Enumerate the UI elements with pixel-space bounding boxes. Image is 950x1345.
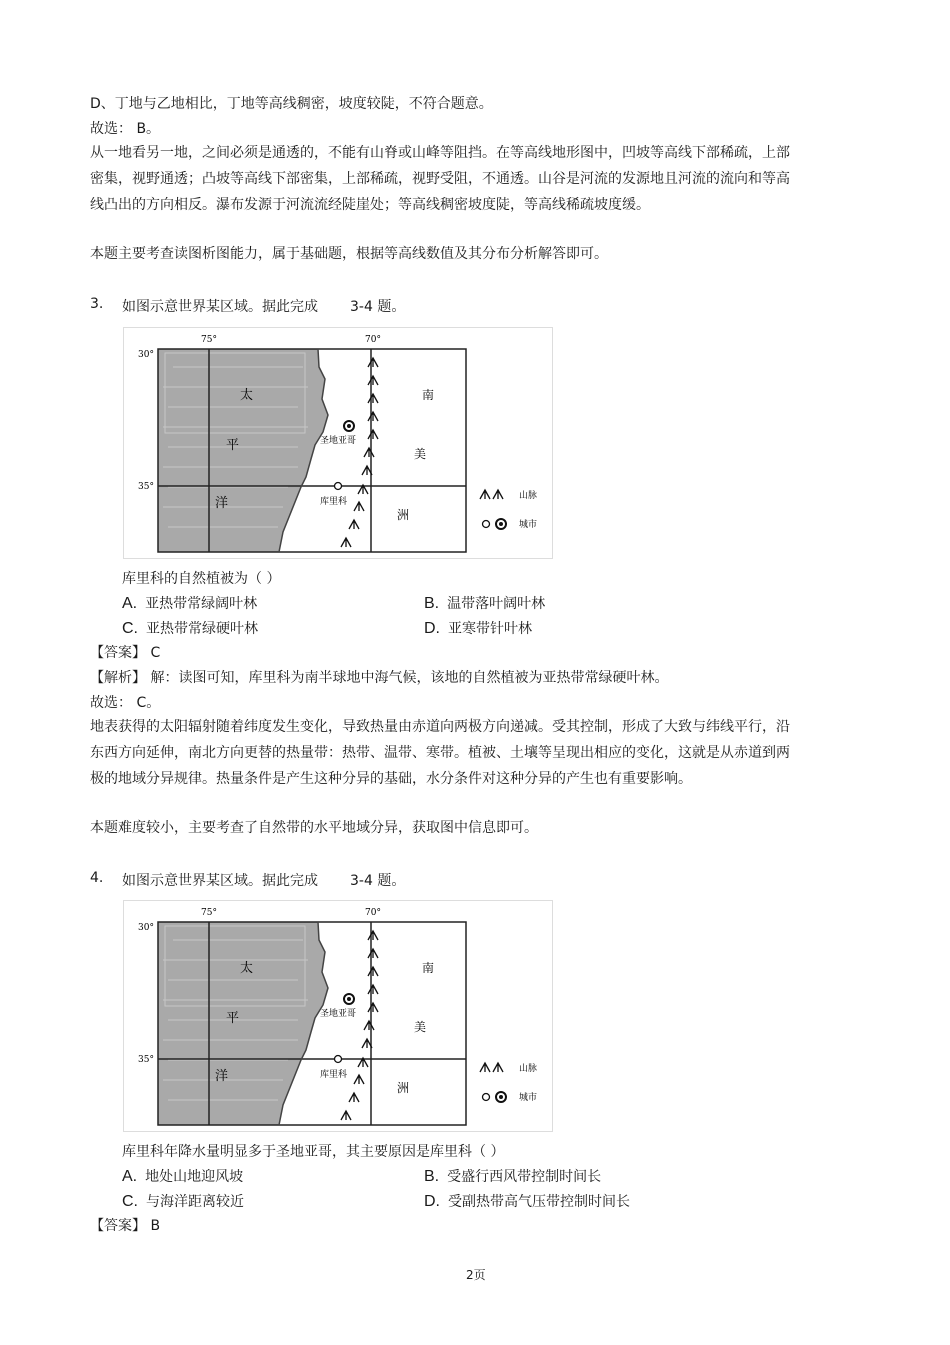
prev-paragraph bbox=[90, 140, 790, 218]
continent-label-1: 南 bbox=[422, 388, 435, 402]
q3-summary: 本题难度较小，主要考查了自然带的水平地域分异，获取图中信息即可。 bbox=[90, 820, 538, 836]
legend-city-label: 城市 bbox=[519, 520, 538, 530]
legend-small-city-icon bbox=[483, 521, 490, 528]
q4-answer: 【答案】 B bbox=[90, 1218, 161, 1234]
lat-35-label-2: 35° bbox=[138, 1055, 154, 1065]
q3-option-d[interactable]: D. 亚寒带针叶林 bbox=[424, 620, 532, 637]
continent-label-2-2: 美 bbox=[414, 1020, 427, 1034]
q3-intro bbox=[122, 296, 405, 316]
legend-small-city-icon-2 bbox=[483, 1094, 490, 1101]
q4-number: 4. bbox=[90, 870, 104, 886]
prev-option-d: D、丁地与乙地相比，丁地等高线稠密，坡度较陡，不符合题意。 bbox=[90, 96, 493, 112]
q4-range: 3-4 题。 bbox=[350, 873, 406, 889]
lat-35-label: 35° bbox=[138, 482, 154, 492]
city-label-curico: 库里科 bbox=[320, 497, 348, 507]
q4-intro-text: 如图示意世界某区域。据此完成 bbox=[122, 873, 318, 889]
prev-summary: 本题主要考查读图析图能力，属于基础题，根据等高线数值及其分布分析解答即可。 bbox=[90, 246, 608, 262]
continent-label-3: 洲 bbox=[397, 508, 410, 522]
ocean-label-3: 洋 bbox=[215, 496, 229, 511]
q3-analysis: 【解析】 解：读图可知，库里科为南半球地中海气候，该地的自然植被为亚热带常绿硬叶林。 bbox=[90, 670, 669, 686]
legend-city-label-2: 城市 bbox=[519, 1093, 538, 1103]
q4-option-b[interactable]: B. 受盛行西风带控制时间长 bbox=[424, 1168, 602, 1185]
q3-choose: 故选： C。 bbox=[90, 695, 161, 711]
prev-explanation: 从一地看另一地，之间必须是通透的，不能有山脊或山峰等阻挡。在等高线地形图中，凹坡等高线下部稀疏，上部密集，视野通透；凸坡等高线下部密集，上部稀疏，视野受阻，不通透。山谷是河流的发源地且河流的流向和等高线凸出的方向相反。瀑布发源于河流流经陡崖处；等高线稠密坡度陡，等高线稀疏坡度缓。 bbox=[90, 145, 790, 213]
lon-70-label: 70° bbox=[365, 335, 381, 345]
region-map-2 bbox=[123, 900, 553, 1132]
q4-stem: 库里科年降水量明显多于圣地亚哥，其主要原因是库里科（ ） bbox=[122, 1144, 505, 1160]
legend-mountain-label: 山脉 bbox=[519, 491, 538, 501]
continent-label-1-2: 南 bbox=[422, 961, 435, 975]
q4-intro bbox=[122, 870, 405, 890]
ocean-label-1-2: 太 bbox=[240, 961, 254, 976]
q4-option-a[interactable]: A. 地处山地迎风坡 bbox=[122, 1168, 244, 1185]
continent-label-2: 美 bbox=[414, 447, 427, 461]
ocean-label-2: 平 bbox=[226, 438, 240, 453]
prev-choose: 故选： B。 bbox=[90, 121, 161, 137]
q3-answer: 【答案】 C bbox=[90, 645, 161, 661]
q3-option-a[interactable]: A. 亚热带常绿阔叶林 bbox=[122, 595, 258, 612]
lat-30-label-2: 30° bbox=[138, 923, 154, 933]
q3-option-c[interactable]: C. 亚热带常绿硬叶林 bbox=[122, 620, 258, 637]
city-label-santiago: 圣地亚哥 bbox=[320, 436, 357, 446]
ocean-label-2-2: 平 bbox=[226, 1011, 240, 1026]
lat-30-label: 30° bbox=[138, 350, 154, 360]
q3-number: 3. bbox=[90, 296, 104, 312]
q4-option-c[interactable]: C. 与海洋距离较近 bbox=[122, 1193, 244, 1210]
curico-city-icon-2 bbox=[335, 1056, 342, 1063]
lon-75-label-2: 75° bbox=[201, 908, 217, 918]
q3-paragraph bbox=[90, 714, 790, 792]
city-label-curico-2: 库里科 bbox=[320, 1070, 348, 1080]
q4-option-d[interactable]: D. 受副热带高气压带控制时间长 bbox=[424, 1193, 630, 1210]
lon-70-label-2: 70° bbox=[365, 908, 381, 918]
region-map bbox=[123, 327, 553, 559]
continent-label-3-2: 洲 bbox=[397, 1081, 410, 1095]
q3-explanation: 地表获得的太阳辐射随着纬度发生变化，导致热量由赤道向两极方向递减。受其控制，形成了大致与纬线平行，沿东西方向延伸，南北方向更替的热量带：热带、温带、寒带。植被、土壤等呈现出相应的变化，这就是从赤道到两极的地域分异规律。热量条件是产生这种分异的基础，水分条件对这种分异的产生也有重要影响。 bbox=[90, 719, 790, 787]
q3-intro-text: 如图示意世界某区域。据此完成 bbox=[122, 299, 318, 315]
page-number: 2页 bbox=[466, 1268, 486, 1282]
q3-stem: 库里科的自然植被为（ ） bbox=[122, 571, 281, 587]
q3-range: 3-4 题。 bbox=[350, 299, 406, 315]
ocean-label-3-2: 洋 bbox=[215, 1069, 229, 1084]
ocean-label-1: 太 bbox=[240, 388, 254, 403]
city-label-santiago-2: 圣地亚哥 bbox=[320, 1009, 357, 1019]
lon-75-label: 75° bbox=[201, 335, 217, 345]
legend-mountain-label-2: 山脉 bbox=[519, 1064, 538, 1074]
curico-city-icon bbox=[335, 483, 342, 490]
q3-option-b[interactable]: B. 温带落叶阔叶林 bbox=[424, 595, 546, 612]
